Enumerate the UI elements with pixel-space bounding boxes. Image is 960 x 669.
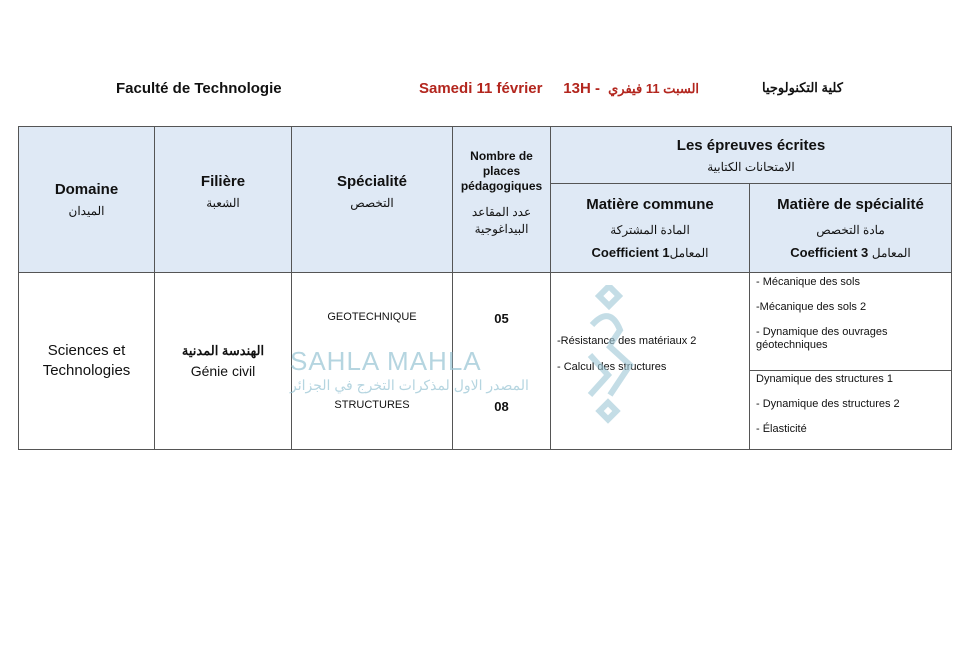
coefficient-specialite: Coefficient 3 المعامل	[790, 245, 911, 260]
watermark-title: SAHLA MAHLA	[290, 346, 482, 376]
cell-matiere-specialite	[750, 273, 952, 450]
header-domaine: Domaine الميدان	[19, 127, 155, 273]
header-places: Nombre de places pédagogiques عدد المقاعد البيداغوجية	[453, 127, 551, 273]
header-matiere-specialite: Matière de spécialité مادة التخصص Coefficient 3 المعامل	[750, 184, 952, 273]
date-ar: السبت 11 فيفري	[608, 81, 700, 96]
header-epreuves: Les épreuves écrites الامتحانات الكتابية	[551, 127, 952, 184]
date-fr: Samedi 11 février	[419, 80, 543, 97]
list-item: - Dynamique des structures 2	[756, 398, 900, 410]
list-item: - Dynamique des ouvrages géotechniques	[756, 326, 888, 351]
list-item: - Mécanique des sols	[756, 276, 860, 288]
specialite-structures: STRUCTURES	[334, 399, 410, 411]
exam-table	[18, 126, 952, 450]
commune-item: -Résistance des matériaux 2	[557, 335, 697, 347]
specialite-geotechnique: GEOTECHNIQUE	[327, 311, 417, 323]
places-structures: 08	[494, 399, 509, 414]
list-item: - Élasticité	[756, 423, 807, 435]
header-specialite: Spécialité التخصص	[292, 127, 453, 273]
commune-item: - Calcul des structures	[557, 361, 667, 373]
list-item: -Mécanique des sols 2	[756, 301, 867, 313]
specialite-structures-list	[750, 371, 951, 436]
faculty-title-fr: Faculté de Technologie	[116, 80, 282, 97]
header-matiere-commune: Matière commune المادة المشتركة Coefficient 1المعامل	[551, 184, 750, 273]
watermark-subtitle: المصدر الاول لمذكرات التخرج في الجزائر	[290, 377, 529, 393]
watermark-logo-icon	[580, 285, 640, 435]
header-filiere: Filière الشعبة	[155, 127, 292, 273]
exam-time: 13H -	[563, 80, 600, 97]
cell-filiere: الهندسة المدنية Génie civil	[155, 273, 292, 450]
exam-date	[419, 80, 699, 97]
places-geotechnique: 05	[494, 311, 509, 326]
list-item: Dynamique des structures 1	[756, 373, 893, 385]
faculty-title-ar: كلية التكنولوجيا	[762, 80, 843, 95]
cell-domaine: Sciences et Technologies	[19, 273, 155, 450]
coefficient-commune: Coefficient 1المعامل	[591, 245, 709, 260]
specialite-geotechnique-list	[750, 273, 951, 371]
